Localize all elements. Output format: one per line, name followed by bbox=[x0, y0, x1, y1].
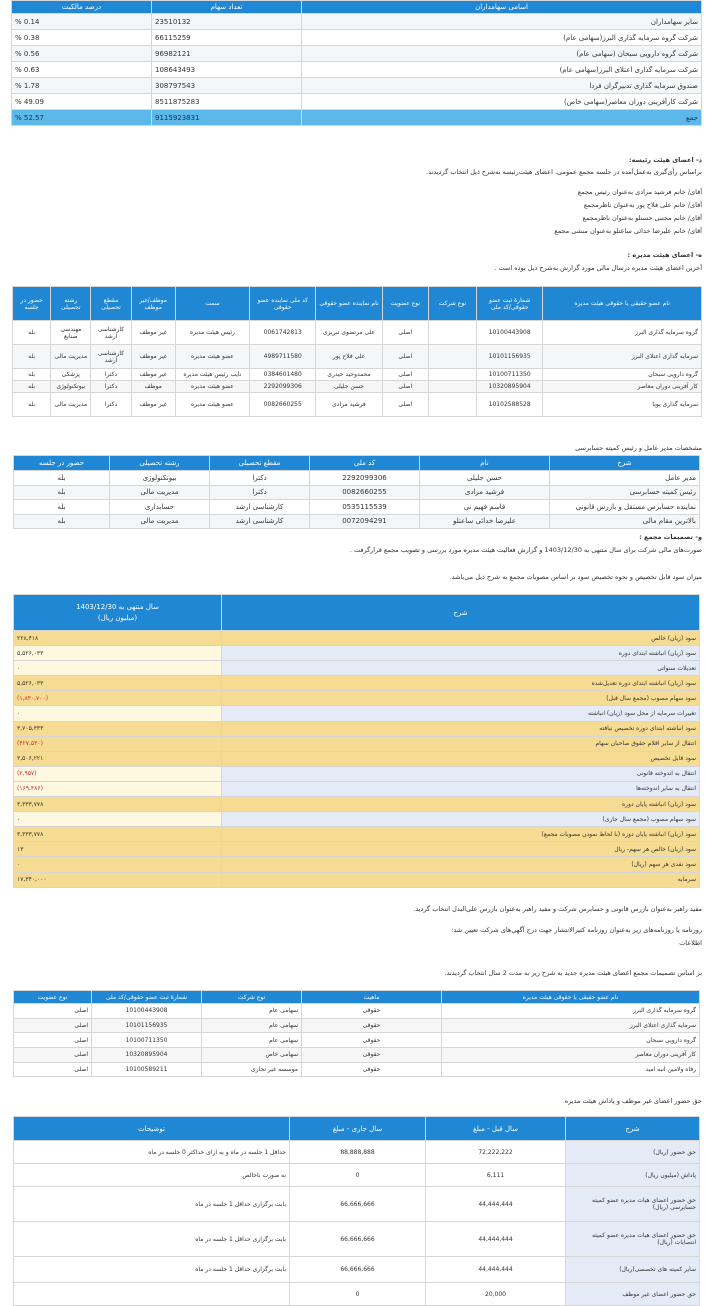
fee-note: بابت برگزاری حداقل 1 جلسه در ماه bbox=[14, 1257, 290, 1283]
profit-allocation-table bbox=[14, 594, 700, 888]
fee-prev: 44,444,444 bbox=[426, 1222, 566, 1257]
profit-item-value: ۵,۵۲۶,۰۳۳ bbox=[14, 676, 222, 691]
table-row bbox=[12, 62, 702, 78]
election-intro: بر اساس تصمیمات مجمع اعضای هیئت مدیره جدید به شرح زیر به مدت 2 سال انتخاب گردیدند. bbox=[444, 969, 702, 977]
ceo-attend: بله bbox=[14, 485, 110, 500]
ceo-id: 2292099306 bbox=[310, 471, 420, 486]
ceo-id: 0082660255 bbox=[310, 485, 420, 500]
new-board-type: سهامی عام bbox=[202, 1004, 302, 1019]
board-member-role: نایب رئیس هیئت مدیره bbox=[175, 369, 249, 381]
fees-title: حق حضور اعضای غیر موظف و پاداش هیئت مدیره bbox=[564, 1097, 702, 1105]
new-board-nature: حقوقی bbox=[302, 1048, 442, 1063]
profit-item-label: سود سهام مصوب (مجمع سال قبل) bbox=[222, 691, 700, 706]
new-board-membership: اصلی bbox=[14, 1004, 92, 1019]
board-member-attend: بله bbox=[13, 369, 51, 381]
new-board-nature: حقوقی bbox=[302, 1018, 442, 1033]
fee-curr: 66,666,666 bbox=[290, 1187, 426, 1222]
table-row bbox=[14, 751, 700, 766]
table-row bbox=[14, 500, 700, 515]
ceo-degree: کارشناسی ارشد bbox=[210, 500, 310, 515]
board-member-name: گروه دارویی سبحان bbox=[543, 369, 702, 381]
shareholder-shares: 66115259 bbox=[152, 30, 302, 46]
table-row bbox=[14, 691, 700, 706]
header-ceo-desc: شرح bbox=[550, 456, 700, 471]
board-member-rep-id: 2292099306 bbox=[250, 381, 316, 393]
header-new-board-type: نوع شرکت bbox=[202, 991, 302, 1004]
table-row bbox=[14, 1164, 700, 1187]
ceo-name: قاسم فهیم نی bbox=[420, 500, 550, 515]
new-board-name: کار آفرینی دوران معاصر bbox=[442, 1048, 700, 1063]
table-row bbox=[14, 1222, 700, 1257]
new-board-membership: اصلی bbox=[14, 1048, 92, 1063]
header-new-board-membership: نوع عضویت bbox=[14, 991, 92, 1004]
profit-item-label: سرمایه bbox=[222, 872, 700, 887]
shareholder-percent: % 0.38 bbox=[12, 30, 152, 46]
fee-label: پاداش (میلیون ریال) bbox=[566, 1164, 700, 1187]
ceo-id: 0072094291 bbox=[310, 514, 420, 529]
new-board-type: سهامی عام bbox=[202, 1033, 302, 1048]
new-board-nature: حقوقی bbox=[302, 1033, 442, 1048]
new-board-membership: اصلی bbox=[14, 1018, 92, 1033]
table-row bbox=[14, 471, 700, 486]
profit-item-label: سود انباشته ابتدای دوره تخصیص نیافته bbox=[222, 721, 700, 736]
section-d-intro: براساس رأی‌گیری به‌عمل‌آمده در جلسه مجمع عمومی، اعضای هیئت‌رئیسه به‌شرح ذیل انتخاب گردیدند. bbox=[426, 168, 702, 176]
board-member-reg: 10320895904 bbox=[477, 381, 543, 393]
header-board-reg: شمارهٔ ثبت عضو حقوقی/کد ملی bbox=[477, 287, 543, 321]
board-member-type bbox=[428, 381, 476, 393]
table-row bbox=[14, 1062, 700, 1077]
fee-note: به صورت ناخالص bbox=[14, 1164, 290, 1187]
header-profit-desc: شرح bbox=[222, 595, 700, 631]
section-v-text2: میزان سود قابل تخصیص و نحوه تخصیص سود بر اساس مصوبات مجمع به شرح ذیل می‌باشد. bbox=[449, 573, 702, 581]
new-board-reg: 10100711350 bbox=[92, 1033, 202, 1048]
board-member-exec: موظف bbox=[131, 381, 175, 393]
fee-note bbox=[14, 1283, 290, 1306]
header-new-board-nature: ماهیت bbox=[302, 991, 442, 1004]
fee-prev: 6,111 bbox=[426, 1164, 566, 1187]
header-board-rep: نام نماینده عضو حقوقی bbox=[316, 287, 382, 321]
fee-label: سایر کمیته های تخصصی(ریال) bbox=[566, 1257, 700, 1283]
board-table bbox=[12, 286, 702, 417]
board-member-attend: بله bbox=[13, 321, 51, 345]
header-ceo-name: نام bbox=[420, 456, 550, 471]
ceo-degree: دکترا bbox=[210, 485, 310, 500]
ceo-field: مدیریت مالی bbox=[110, 514, 210, 529]
shareholder-percent: % 0.56 bbox=[12, 46, 152, 62]
new-board-type: سهامی عام bbox=[202, 1018, 302, 1033]
board-member-degree: دکترا bbox=[91, 369, 131, 381]
board-member-name: سرمایه گذاری اعتلای البرز bbox=[543, 345, 702, 369]
table-row bbox=[14, 842, 700, 857]
header-shareholder-name: اسامی سهامداران bbox=[302, 1, 702, 14]
table-row bbox=[14, 736, 700, 751]
table-row bbox=[14, 1048, 700, 1063]
ceo-table bbox=[14, 455, 700, 529]
ceo-name: علیرضا خدائی ساعتلو bbox=[420, 514, 550, 529]
profit-item-label: سود نقدی هر سهم (ریال) bbox=[222, 857, 700, 872]
header-ceo-field: رشته تحصیلی bbox=[110, 456, 210, 471]
fee-note: بابت برگزاری حداقل 1 جلسه در ماه bbox=[14, 1187, 290, 1222]
board-member-role: عضو هیئت مدیره bbox=[175, 345, 249, 369]
new-board-membership: اصلی bbox=[14, 1062, 92, 1077]
table-row bbox=[13, 321, 702, 345]
board-member-rep: فرشید مرادی bbox=[316, 393, 382, 417]
board-member-name: سرمایه گذاری پویا bbox=[543, 393, 702, 417]
table-row bbox=[14, 661, 700, 676]
new-board-name: گروه سرمایه گذاری البرز bbox=[442, 1004, 700, 1019]
board-member-membership: اصلی bbox=[382, 381, 428, 393]
header-fees-note: توضیحات bbox=[14, 1117, 290, 1141]
header-board-role: سمت bbox=[175, 287, 249, 321]
table-row bbox=[13, 369, 702, 381]
shareholder-percent: % 0.14 bbox=[12, 14, 152, 30]
total-percent: % 52.57 bbox=[12, 110, 152, 126]
ceo-field: بیوتکنولوژی bbox=[110, 471, 210, 486]
fee-label: حق حضور (ریال) bbox=[566, 1141, 700, 1164]
ceo-attend: بله bbox=[14, 514, 110, 529]
profit-unit-label: (میلیون ریال) bbox=[97, 614, 138, 622]
fee-curr: 0 bbox=[290, 1164, 426, 1187]
board-member-attend: بله bbox=[13, 393, 51, 417]
ceo-field: حسابداری bbox=[110, 500, 210, 515]
ceo-section-title: مشخصات مدیر عامل و رئیس کمیته حسابرسی bbox=[575, 444, 702, 452]
profit-item-value: ۵,۵۲۶,۰۳۳ bbox=[14, 646, 222, 661]
profit-item-value: ۱۳ bbox=[14, 842, 222, 857]
header-percent: درصد مالکیت bbox=[12, 1, 152, 14]
profit-item-label: انتقال از سایر اقلام حقوق صاحبان سهام bbox=[222, 736, 700, 751]
table-row bbox=[14, 676, 700, 691]
board-member-type bbox=[428, 393, 476, 417]
newspaper-name: اطلاعات bbox=[679, 939, 702, 947]
table-row bbox=[12, 94, 702, 110]
fee-curr: 66,666,666 bbox=[290, 1257, 426, 1283]
header-profit-year bbox=[14, 595, 222, 631]
fee-label: حق حضور اعضای هیات مدیره عضو کمیته انتصابات (ریال) bbox=[566, 1222, 700, 1257]
shareholder-shares: 308797543 bbox=[152, 78, 302, 94]
ceo-desc: رئیس کمیته حسابرسی bbox=[550, 485, 700, 500]
board-member-degree: دکترا bbox=[91, 393, 131, 417]
profit-item-label: انتقال به اندوخته قانونی bbox=[222, 766, 700, 781]
section-e-title: ه- اعضای هیئت مدیره : bbox=[627, 251, 702, 259]
ceo-degree: کارشناسی ارشد bbox=[210, 514, 310, 529]
board-member-degree: کارشناسی ارشد bbox=[91, 345, 131, 369]
table-row bbox=[13, 345, 702, 369]
auditor-text: مفید راهبر به‌عنوان بازرس قانونی و حسابرس شرکت و مفید راهبر به‌عنوان بازرس علی‌البدل انتخاب گردید. bbox=[413, 905, 702, 913]
table-row bbox=[14, 485, 700, 500]
board-member-degree: کارشناسی ارشد bbox=[91, 321, 131, 345]
new-board-nature: حقوقی bbox=[302, 1062, 442, 1077]
shareholder-name: شرکت گروه سرمایه گذاری البرز(سهامی عام) bbox=[302, 30, 702, 46]
shareholder-shares: 23510132 bbox=[152, 14, 302, 30]
new-board-membership: اصلی bbox=[14, 1033, 92, 1048]
profit-item-value: ۳,۷۰۵,۳۳۳ bbox=[14, 721, 222, 736]
profit-item-value: (۱۶۹,۴۸۶) bbox=[14, 781, 222, 796]
table-row bbox=[14, 1033, 700, 1048]
ceo-name: فرشید مرادی bbox=[420, 485, 550, 500]
header-board-rep-id: کد ملی نماینده عضو حقوقی bbox=[250, 287, 316, 321]
profit-item-value: ۳,۳۳۳,۷۷۸ bbox=[14, 827, 222, 842]
board-member-role: رئیس هیئت مدیره bbox=[175, 321, 249, 345]
table-row bbox=[14, 812, 700, 827]
shareholder-name: شرکت کارآفرینی دوران معاصر(سهامی خاص) bbox=[302, 94, 702, 110]
profit-item-label: سود سهام مصوب (مجمع سال جاری) bbox=[222, 812, 700, 827]
fee-label: حق حضور اعضای غیر موظف bbox=[566, 1283, 700, 1306]
newspaper-text: روزنامه یا روزنامه‌های زیر به‌عنوان روزنامه کثیرالانتشار جهت درج آگهی‌های شرکت تعیین شد: bbox=[451, 926, 702, 934]
board-member-exec: غیر موظف bbox=[131, 321, 175, 345]
board-member-rep-id: 4989711580 bbox=[250, 345, 316, 369]
table-row bbox=[14, 1187, 700, 1222]
board-member-reg: 10101156935 bbox=[477, 345, 543, 369]
fee-prev: 44,444,444 bbox=[426, 1257, 566, 1283]
profit-item-label: سود قابل تخصیص bbox=[222, 751, 700, 766]
shareholder-name: شرکت سرمایه گذاری اعتلای البرز(سهامی عام) bbox=[302, 62, 702, 78]
board-member-field: مدیریت مالی bbox=[51, 393, 91, 417]
new-board-reg: 10100443908 bbox=[92, 1004, 202, 1019]
board-member-type bbox=[428, 345, 476, 369]
profit-item-value: ۰ bbox=[14, 706, 222, 721]
board-member-exec: غیر موظف bbox=[131, 393, 175, 417]
header-board-type: نوع شرکت bbox=[428, 287, 476, 321]
ceo-id: 0535115539 bbox=[310, 500, 420, 515]
header-fees-prev: سال قبل - مبلغ bbox=[426, 1117, 566, 1141]
profit-item-value: (۴۲۷,۵۳۰) bbox=[14, 736, 222, 751]
board-member-role: عضو هیئت مدیره bbox=[175, 393, 249, 417]
header-board-field: رشته تحصیلی bbox=[51, 287, 91, 321]
board-member-rep: حسن جلیلی bbox=[316, 381, 382, 393]
shareholder-shares: 108643493 bbox=[152, 62, 302, 78]
table-row bbox=[13, 381, 702, 393]
table-row bbox=[12, 46, 702, 62]
board-member-field: بیوتکنولوژی bbox=[51, 381, 91, 393]
table-row bbox=[12, 78, 702, 94]
header-ceo-id: کد ملی bbox=[310, 456, 420, 471]
section-e-intro: آخرین اعضای هیئت مدیره درسال مالی مورد گزارش به‌شرح ذیل بوده است . bbox=[494, 264, 702, 272]
fee-prev: 20,000 bbox=[426, 1283, 566, 1306]
table-row bbox=[14, 797, 700, 812]
header-new-board-name: نام عضو حقیقی یا حقوقی هیئت مدیره bbox=[442, 991, 700, 1004]
total-shares: 9115923831 bbox=[152, 110, 302, 126]
table-row bbox=[14, 766, 700, 781]
fee-note: بابت برگزاری حداقل 1 جلسه در ماه bbox=[14, 1222, 290, 1257]
table-row bbox=[14, 706, 700, 721]
ceo-desc: مدیر عامل bbox=[550, 471, 700, 486]
ceo-desc: بالاترین مقام مالی bbox=[550, 514, 700, 529]
profit-item-value: (۱,۸۴۰,۷۰۰) bbox=[14, 691, 222, 706]
table-row bbox=[14, 857, 700, 872]
board-member-membership: اصلی bbox=[382, 321, 428, 345]
table-row bbox=[14, 514, 700, 529]
header-board-name: نام عضو حقیقی یا حقوقی هیئت مدیره bbox=[543, 287, 702, 321]
table-row bbox=[14, 1141, 700, 1164]
section-v-title: و- تصمیمات مجمع : bbox=[639, 533, 702, 541]
header-ceo-attend: حضور در جلسه bbox=[14, 456, 110, 471]
new-board-reg: 10101156935 bbox=[92, 1018, 202, 1033]
table-row bbox=[14, 1004, 700, 1019]
presidium-member: آقای/ خانم علیرضا خدائی ساعتلو به‌عنوان منشی مجمع bbox=[554, 227, 702, 235]
board-member-membership: اصلی bbox=[382, 393, 428, 417]
board-member-membership: اصلی bbox=[382, 369, 428, 381]
shareholder-shares: 8511875283 bbox=[152, 94, 302, 110]
fee-prev: 44,444,444 bbox=[426, 1187, 566, 1222]
table-row bbox=[14, 1283, 700, 1306]
fee-curr: 88,888,888 bbox=[290, 1141, 426, 1164]
board-member-rep-id: 0384601480 bbox=[250, 369, 316, 381]
profit-item-label: سود (زیان) انباشته ابتدای دوره تعدیل‌شده bbox=[222, 676, 700, 691]
shareholders-table bbox=[12, 0, 702, 126]
new-board-name: گروه دارویی سبحان bbox=[442, 1033, 700, 1048]
ceo-attend: بله bbox=[14, 500, 110, 515]
board-member-exec: غیر موظف bbox=[131, 369, 175, 381]
new-board-table bbox=[14, 990, 700, 1077]
header-board-exec: موظف/غیر موظف bbox=[131, 287, 175, 321]
table-row bbox=[14, 1257, 700, 1283]
profit-item-value: (۲,۹۵۷) bbox=[14, 766, 222, 781]
table-row bbox=[14, 827, 700, 842]
total-label: جمع bbox=[302, 110, 702, 126]
new-board-name: رفاه ولامین انبه امید bbox=[442, 1062, 700, 1077]
section-v-text1: صورت‌های مالی شرکت برای سال منتهی به 1403/12/30 و گزارش فعالیت هیئت مدیره مورد بررسی و تصویب مجمع قرارگرفت . bbox=[349, 546, 702, 554]
fee-label: حق حضور اعضای هیات مدیره عضو کمیته حسابرسی (ریال) bbox=[566, 1187, 700, 1222]
table-row bbox=[12, 30, 702, 46]
shareholder-shares: 96982121 bbox=[152, 46, 302, 62]
board-member-type bbox=[428, 369, 476, 381]
board-member-name: کار آفرینی دوران معاصر bbox=[543, 381, 702, 393]
profit-item-label: سود (زیان) انباشته پایان دوره (با لحاظ نمودن مصوبات مجمع) bbox=[222, 827, 700, 842]
profit-item-value: ۰ bbox=[14, 812, 222, 827]
presidium-member: آقای/ خانم فرشید مرادی به‌عنوان رئیس مجمع bbox=[577, 188, 702, 196]
table-row bbox=[13, 393, 702, 417]
profit-year-label: سال منتهی به 1403/12/30 bbox=[76, 603, 159, 611]
section-d-title: د- اعضای هیئت رئیسه: bbox=[629, 156, 702, 164]
shareholder-percent: % 1.78 bbox=[12, 78, 152, 94]
ceo-name: حسن جلیلی bbox=[420, 471, 550, 486]
new-board-nature: حقوقی bbox=[302, 1004, 442, 1019]
board-member-rep: علی مرتضوی تبریزی bbox=[316, 321, 382, 345]
header-board-membership: نوع عضویت bbox=[382, 287, 428, 321]
board-member-field: مدیریت مالی bbox=[51, 345, 91, 369]
board-member-rep: علی فلاح پور bbox=[316, 345, 382, 369]
board-member-field: مهندسی صنایع bbox=[51, 321, 91, 345]
board-member-type bbox=[428, 321, 476, 345]
header-fees-desc: شرح bbox=[566, 1117, 700, 1141]
header-fees-curr: سال جاری - مبلغ bbox=[290, 1117, 426, 1141]
board-member-rep: محمدوحید حیدری bbox=[316, 369, 382, 381]
profit-item-value: ۰ bbox=[14, 661, 222, 676]
profit-item-value: ۳,۳۳۳,۷۷۸ bbox=[14, 797, 222, 812]
header-ceo-degree: مقطع تحصیلی bbox=[210, 456, 310, 471]
table-row bbox=[14, 631, 700, 646]
ceo-desc: نماینده حسابرس مستقل و بازرس قانونی bbox=[550, 500, 700, 515]
table-row bbox=[14, 1018, 700, 1033]
fee-curr: 0 bbox=[290, 1283, 426, 1306]
profit-item-label: سود (زیان) انباشته ابتدای دوره bbox=[222, 646, 700, 661]
shareholder-percent: % 0.63 bbox=[12, 62, 152, 78]
table-row bbox=[14, 781, 700, 796]
fee-note: حداقل 1 جلسه در ماه و به ازای حداکثر 0 جلسه در ماه bbox=[14, 1141, 290, 1164]
profit-item-label: تعدیلات سنواتی bbox=[222, 661, 700, 676]
profit-item-value: ۱۷,۳۴۰,۰۰۰ bbox=[14, 872, 222, 887]
profit-item-value: ۳,۵۰۶,۲۲۱ bbox=[14, 751, 222, 766]
profit-item-label: سود (زیان) خالص هر سهم- ریال bbox=[222, 842, 700, 857]
header-new-board-reg: شمارهٔ ثبت عضو حقوقی/کد ملی bbox=[92, 991, 202, 1004]
board-member-reg: 10100711350 bbox=[477, 369, 543, 381]
new-board-type: سهامی خاص bbox=[202, 1048, 302, 1063]
new-board-reg: 10100589211 bbox=[92, 1062, 202, 1077]
board-member-reg: 10102588528 bbox=[477, 393, 543, 417]
profit-item-label: سود (زیان) خالص bbox=[222, 631, 700, 646]
board-member-name: گروه سرمایه گذاری البرز bbox=[543, 321, 702, 345]
shareholder-name: سایر سهامداران bbox=[302, 14, 702, 30]
ceo-attend: بله bbox=[14, 471, 110, 486]
board-member-reg: 10100443908 bbox=[477, 321, 543, 345]
board-member-rep-id: 0061742813 bbox=[250, 321, 316, 345]
header-board-attend: حضور در جلسه bbox=[13, 287, 51, 321]
shareholder-name: شرکت گروه دارویی سبحان (سهامی عام) bbox=[302, 46, 702, 62]
board-member-field: پزشکی bbox=[51, 369, 91, 381]
fees-table bbox=[14, 1116, 700, 1306]
board-member-attend: بله bbox=[13, 381, 51, 393]
ceo-field: مدیریت مالی bbox=[110, 485, 210, 500]
table-row bbox=[14, 872, 700, 887]
fee-prev: 72,222,222 bbox=[426, 1141, 566, 1164]
profit-item-value: ۲۲۸,۴۱۸ bbox=[14, 631, 222, 646]
fee-curr: 66,666,666 bbox=[290, 1222, 426, 1257]
new-board-type: موسسه غیر تجاری bbox=[202, 1062, 302, 1077]
board-member-rep-id: 0082660255 bbox=[250, 393, 316, 417]
board-member-role: عضو هیئت مدیره bbox=[175, 381, 249, 393]
presidium-member: آقای/ خانم مجتبی حسنلو به‌عنوان ناظرمجمع bbox=[582, 214, 702, 222]
total-row bbox=[12, 110, 702, 126]
shareholder-name: صندوق سرمایه گذاری تدبیرگران فردا bbox=[302, 78, 702, 94]
profit-item-label: انتقال به سایر اندوخته‌ها bbox=[222, 781, 700, 796]
board-member-exec: غیر موظف bbox=[131, 345, 175, 369]
board-member-degree: دکترا bbox=[91, 381, 131, 393]
ceo-degree: دکترا bbox=[210, 471, 310, 486]
board-member-attend: بله bbox=[13, 345, 51, 369]
new-board-name: سرمایه گذاری اعتلای البرز bbox=[442, 1018, 700, 1033]
profit-item-value: ۰ bbox=[14, 857, 222, 872]
presidium-member: آقای/ خانم علی فلاح پور به‌عنوان ناظرمجمع bbox=[583, 201, 702, 209]
header-shares: تعداد سهام bbox=[152, 1, 302, 14]
table-row bbox=[14, 646, 700, 661]
shareholder-percent: % 49.09 bbox=[12, 94, 152, 110]
table-row bbox=[14, 721, 700, 736]
board-member-membership: اصلی bbox=[382, 345, 428, 369]
table-row bbox=[12, 14, 702, 30]
new-board-reg: 10320895904 bbox=[92, 1048, 202, 1063]
profit-item-label: سود (زیان) انباشته پایان دوره bbox=[222, 797, 700, 812]
profit-item-label: تغییرات سرمایه از محل سود (زیان) انباشته bbox=[222, 706, 700, 721]
header-board-degree: مقطع تحصیلی bbox=[91, 287, 131, 321]
